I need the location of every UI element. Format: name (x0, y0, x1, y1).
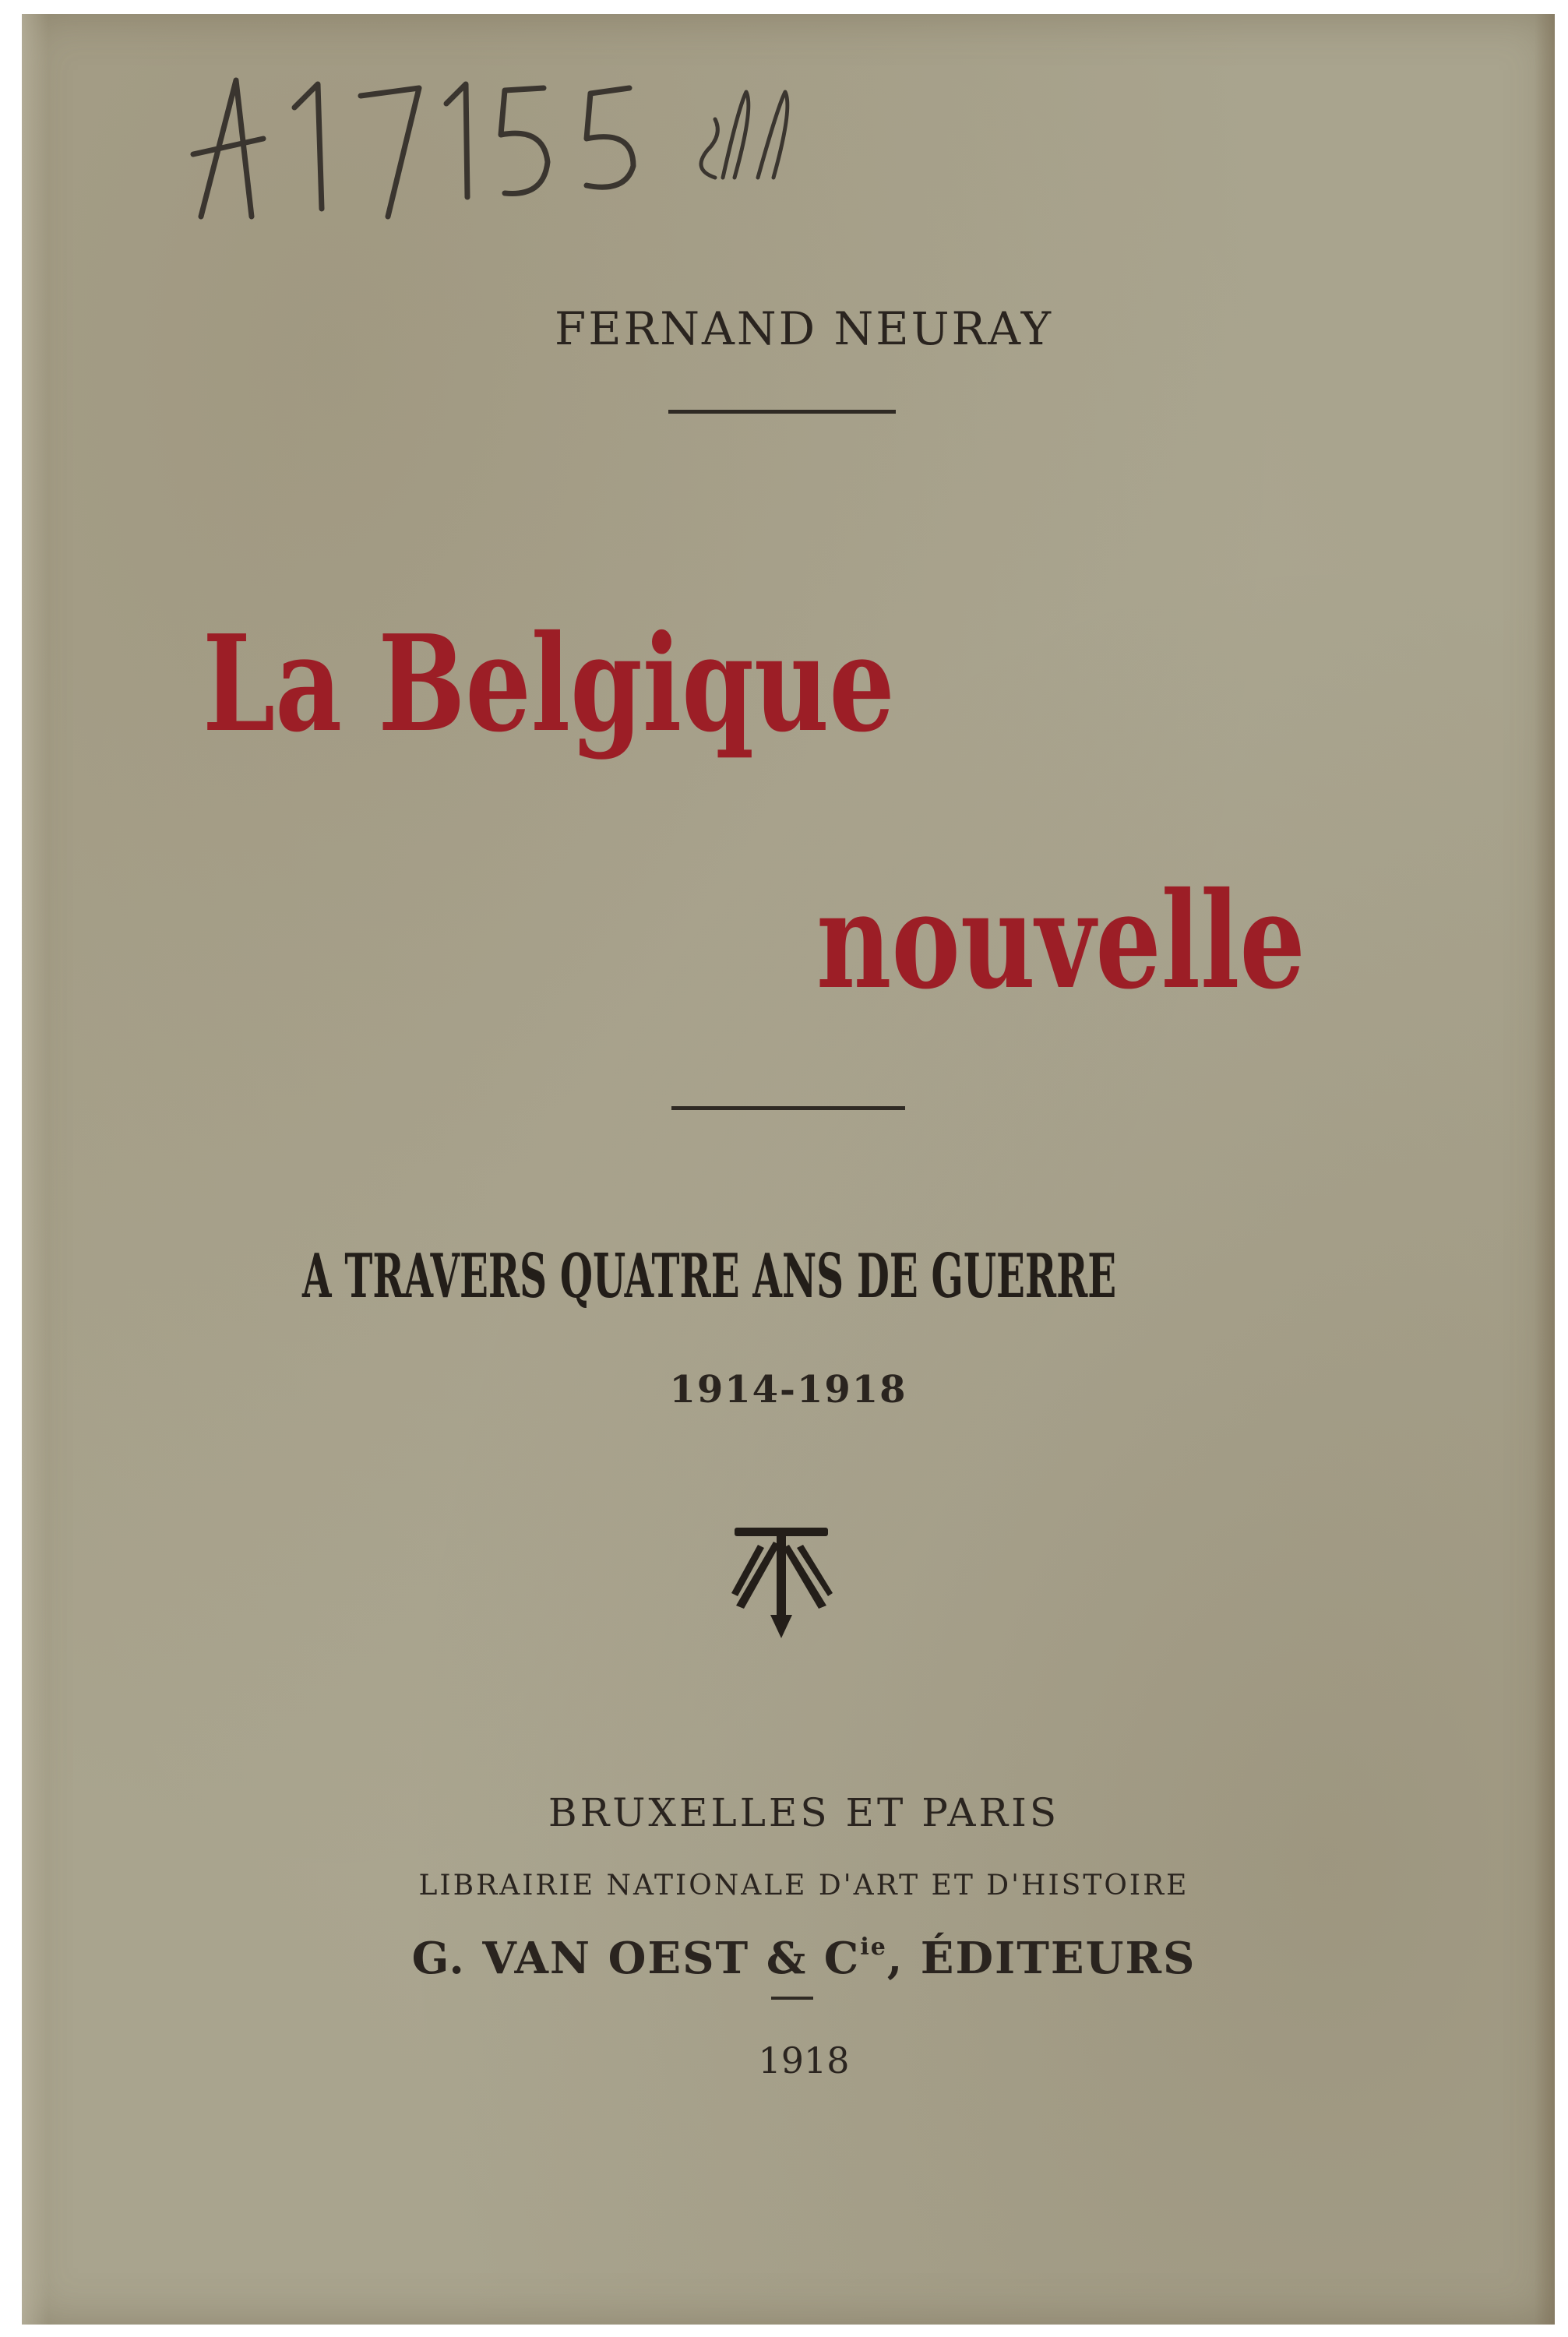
publication-year: 1918 (758, 2039, 850, 2081)
divider-rule-short (771, 1997, 813, 2000)
title-line-2: nouvelle (816, 863, 1305, 1019)
publisher-superscript: ie (860, 1933, 887, 1961)
years-range: 1914-1918 (669, 1368, 907, 1412)
author-name: FERNAND NEURAY (554, 302, 1054, 355)
publisher-mark-icon (727, 1521, 836, 1642)
handwritten-shelfmark (178, 61, 847, 240)
publication-cities: BRUXELLES ET PARIS (548, 1790, 1060, 1835)
subtitle: A TRAVERS QUATRE ANS DE GUERRE (302, 1241, 1117, 1312)
library-name: LIBRAIRIE NATIONALE D'ART ET D'HISTOIRE (418, 1870, 1189, 1902)
publisher-main: G. VAN OEST & C (411, 1933, 861, 1984)
publisher-name (37, 1933, 1555, 1984)
title-line-1: La Belgique (203, 606, 895, 762)
divider-rule (668, 410, 896, 414)
divider-rule (671, 1106, 905, 1110)
publisher-tail: , ÉDITEURS (886, 1933, 1196, 1984)
book-cover (22, 14, 1555, 2325)
